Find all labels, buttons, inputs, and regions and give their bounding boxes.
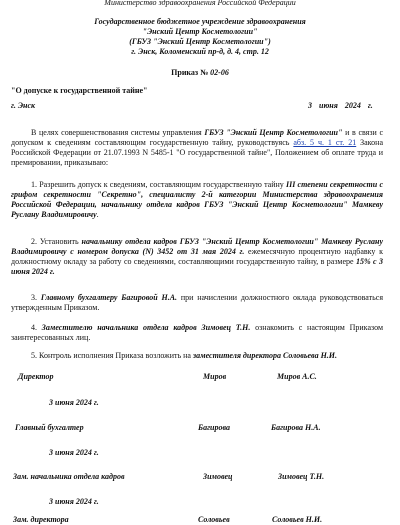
item-4-text-a: 4. [31, 323, 42, 332]
signature-mark: Багирова [198, 423, 231, 432]
signature-mark: Соловьев [198, 515, 230, 524]
order-city: г. Энск [11, 101, 36, 110]
signature-name: Зимовец Т.Н. [278, 472, 325, 481]
institution-short-name: (ГБУЗ "Энский Центр Косметологии") [129, 37, 271, 46]
signature-position: Главный бухгалтер [15, 423, 84, 432]
signature-mark: Зимовец [203, 472, 233, 481]
order-number: 02-06 [210, 68, 229, 77]
signature-position: Зам. начальника отдела кадров [13, 472, 125, 481]
preamble-org: ГБУЗ "Энский Центр Косметологии" [204, 128, 343, 137]
order-subject: "О допуске к государственной тайне" [11, 86, 148, 95]
signature-position: Зам. директора [13, 515, 69, 524]
order-item-3 [11, 293, 383, 313]
order-date: 3 июня 2024 г. [308, 101, 373, 110]
item-1-text-b: III степени секретности с грифом секретности "Секретно", специалисту 2-й категории Министерства здравоохранения Российской Федерации, начальнику отдела кадров ГБУЗ "Энский Центр Косметологии" Мамкеву Руслану Владимировичу [11, 180, 383, 219]
item-5-text-a: 5. Контроль исполнения Приказа возложить на [31, 351, 193, 360]
signature-date: 3 июня 2024 г. [49, 497, 99, 506]
item-2-text-d: 15% с 3 июня 2024 г. [11, 257, 383, 276]
preamble-text-1: В целях совершенствования системы управления [31, 128, 205, 137]
item-1-text-a: 1. Разрешить допуск к сведениям, составляющим государственную тайну [31, 180, 286, 189]
signature-name: Миров А.С. [277, 372, 317, 381]
law-article-link[interactable]: абз. 5 ч. 1 ст. 21 [293, 138, 357, 147]
signature-mark: Миров [203, 372, 227, 381]
order-item-4 [11, 323, 383, 343]
order-item-2 [11, 237, 383, 277]
item-2-text-b: начальнику отдела кадров ГБУЗ "Энский Центр Косметологии" Мамкеву Руслану Владимировичу с номером допуска (N) 3452 от 31 мая 2024 г. [11, 237, 383, 256]
signature-date: 3 июня 2024 г. [49, 398, 99, 407]
signature-name: Багирова Н.А. [271, 423, 321, 432]
item-3-text-b: Главному бухгалтеру Багировой Н.А. [40, 293, 178, 302]
preamble-text-2: и в связи с допуском к сведениям составляющим государственную тайну, руководствуясь [11, 128, 383, 147]
item-5-text-b: заместителя директора Соловьева Н.И. [192, 351, 338, 360]
item-1-text-c: . [96, 210, 99, 219]
order-item-1 [11, 180, 383, 220]
item-4-text-c: ознакомить с настоящим Приказом заинтересованных лиц. [11, 323, 384, 342]
institution-name: "Энский Центр Косметологии" [142, 27, 258, 36]
preamble-text-3: Закона Российской Федерации от 21.07.1993 N 5485-1 "О государственной тайне", Положением об оплате труда и премировании, приказываю: [11, 138, 383, 167]
signature-date: 3 июня 2024 г. [49, 448, 99, 457]
order-preamble [11, 128, 383, 168]
item-2-text-a: 2. Установить [31, 237, 82, 246]
signature-name: Соловьев Н.И. [272, 515, 323, 524]
item-3-text-a: 3. [31, 293, 41, 302]
order-title-prefix: Приказ № [171, 68, 211, 77]
ministry-name: Министерство здравоохранения Российской Федерации [104, 0, 296, 7]
institution-address: г. Энск, Коломенский пр-д, д. 4, стр. 12 [131, 47, 269, 56]
item-4-text-b: Заместителю начальника отдела кадров Зимовец Т.Н. [41, 323, 251, 332]
item-3-text-c: при начислении должностного оклада руководствоваться утвержденным Приказом. [11, 293, 384, 312]
institution-type: Государственное бюджетное учреждение здравоохранения [94, 17, 306, 26]
order-title [0, 68, 400, 78]
order-item-5 [11, 351, 383, 361]
item-2-text-c: ежемесячную процентную надбавку к должностному окладу за работу со сведениями, составляющими государственную тайну, в размере [11, 247, 383, 266]
signature-position: Директор [18, 372, 54, 381]
